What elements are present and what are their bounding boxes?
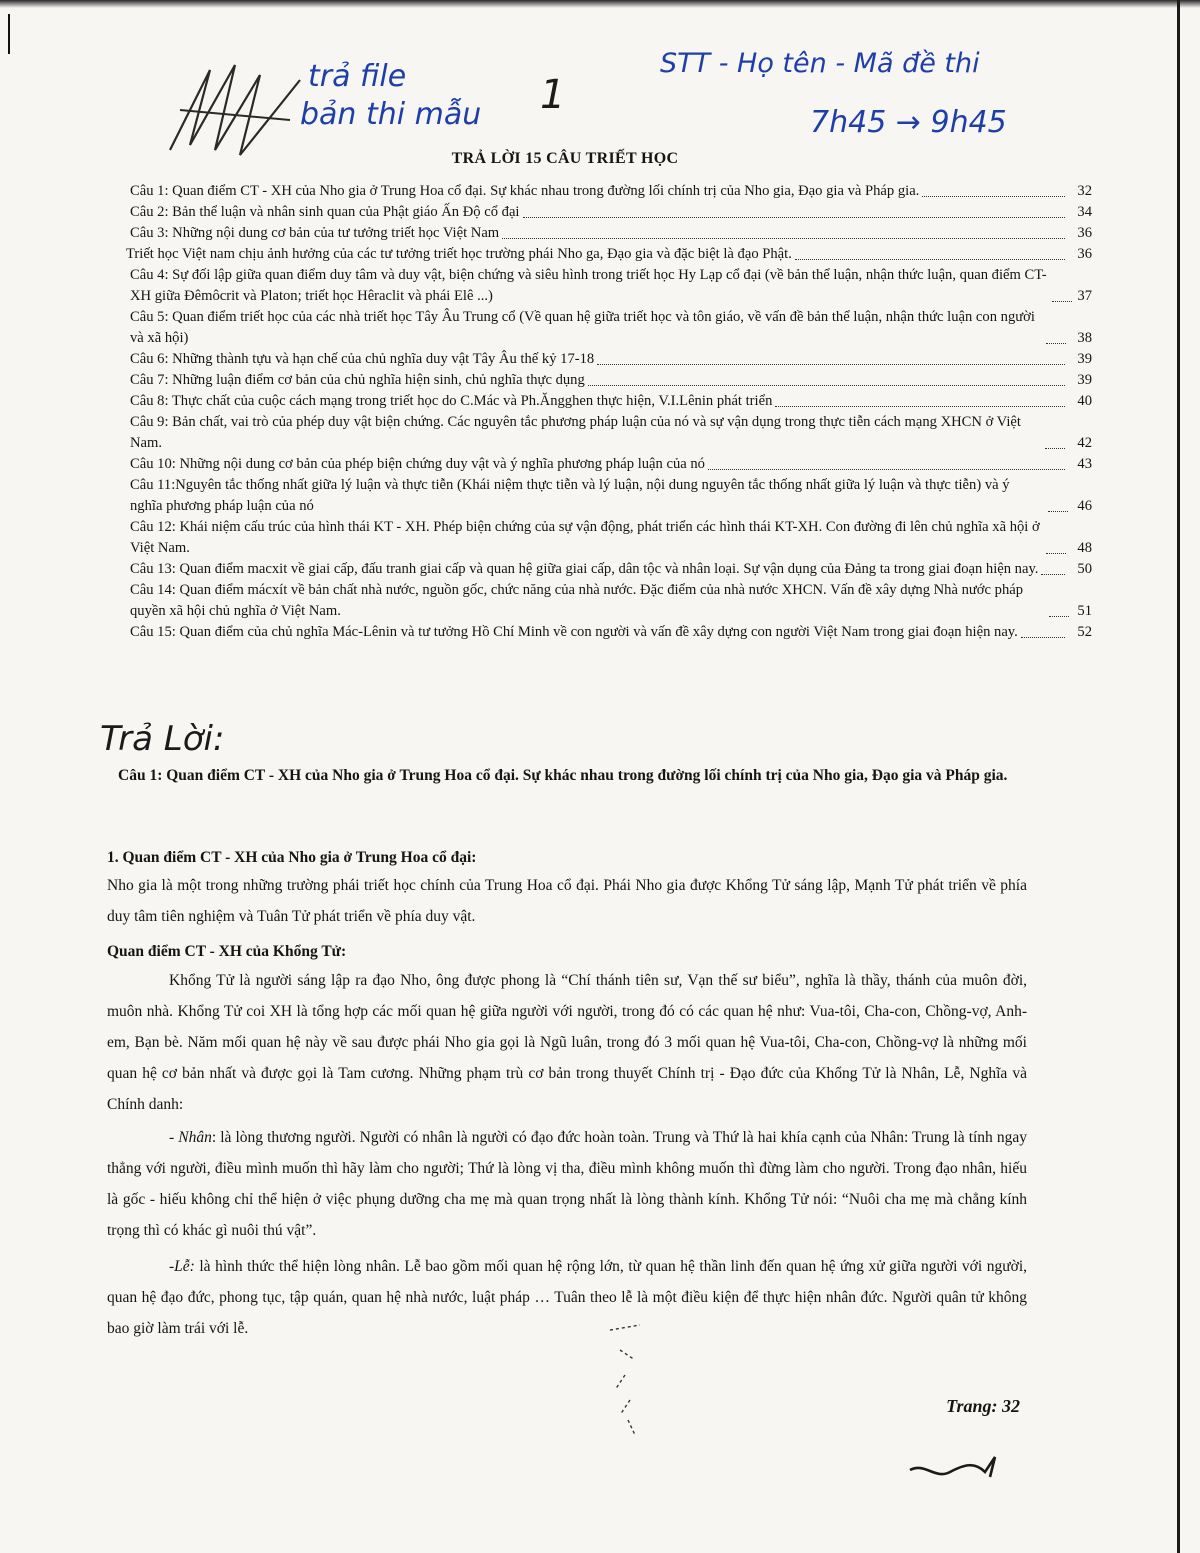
toc-entry-13[interactable]: Câu 13: Quan điểm macxit về giai cấp, đấu tranh giai cấp và quan hệ giữa giai cấp, dân tộc và nhân loại. Sự vận dụng của Đảng ta trong giai đoạn hiện nay. 50 [130, 561, 1092, 577]
handwritten-time-note: 7h45 → 9h45 [810, 105, 1007, 140]
toc-entry-8[interactable]: Câu 8: Thực chất của cuộc cách mạng trong triết học do C.Mác và Ph.Ăngghen thực hiện, V.I.Lênin phát triển 40 [130, 393, 1092, 409]
toc-entry-6[interactable]: Câu 6: Những thành tựu và hạn chế của chủ nghĩa duy vật Tây Âu thế kỷ 17-18 39 [130, 351, 1092, 367]
scan-edge-right [1177, 0, 1180, 1553]
handwritten-scribble-icon [150, 50, 320, 160]
le-term: -Lễ: [169, 1258, 195, 1275]
pen-mark-icon [600, 1320, 660, 1440]
le-paragraph [107, 1251, 1027, 1344]
toc-entry-2[interactable]: Câu 2: Bản thể luận và nhân sinh quan của Phật giáo Ấn Độ cổ đại 34 [130, 204, 1092, 220]
page-footer: Trang: 32 [946, 1396, 1020, 1416]
khongtu-paragraph: Khổng Tử là người sáng lập ra đạo Nho, ông được phong là “Chí thánh tiên sư, Vạn thế sư biểu”, nghĩa là thầy, thánh của muôn đời, muôn nhà. Khổng Tử coi XH là tổng hợp các mối quan hệ giữa người với người, trong đó có các quan hệ như: Vua-tôi, Cha-con, Chồng-vợ, Anh-em, Bạn bè. Năm mối quan hệ này về sau được phái Nho gia gọi là Ngũ luân, trong đó 3 mối quan hệ Vua-tôi, Cha-con, Chồng-vợ là những mối quan hệ cơ bản nhất và được gọi là Tam cương. Những phạm trù cơ bản trong thuyết Chính trị - Đạo đức của Khổng Tử là Nhân, Lễ, Nghĩa và Chính danh: [107, 972, 1027, 1113]
toc-entry-11[interactable]: Câu 11:Nguyên tắc thống nhất giữa lý luận và thực tiễn (Khái niệm thực tiễn và lý luận, nội dung nguyên tắc thống nhất giữa lý luận và thực tiễn) và ý nghĩa phương pháp luận của nó 46 [130, 477, 1092, 514]
table-of-contents [126, 181, 1092, 643]
signature-icon [905, 1452, 1000, 1487]
le-text: là hình thức thể hiện lòng nhân. Lễ bao gồm mối quan hệ rộng lớn, từ quan hệ thần linh đến quan hệ ứng xử giữa người với người, quan hệ đạo đức, phong tục, tập quán, quan hệ nhà nước, luật pháp … Tuân theo lễ là một điều kiện để thực hiện nhân đức. Người quân tử không bao giờ làm trái với lễ. [107, 1258, 1027, 1337]
toc-entry-14[interactable]: Câu 14: Quan điểm mácxít về bản chất nhà nước, nguồn gốc, chức năng của nhà nước. Đặc điểm của nhà nước XHCN. Vấn đề xây dựng Nhà nước pháp quyền xã hội chủ nghĩa ở Việt Nam. 51 [130, 582, 1092, 619]
answer-question-heading: Câu 1: Quan điểm CT - XH của Nho gia ở Trung Hoa cổ đại. Sự khác nhau trong đường lối chính trị của Nho gia, Đạo gia và Pháp gia. [118, 767, 1008, 784]
toc-entry-4[interactable]: Câu 4: Sự đối lập giữa quan điểm duy tâm và duy vật, biện chứng và siêu hình trong triết học Hy Lạp cổ đại (về bản thể luận, nhận thức luận, quan điểm CT-XH giữa Đêmôcrit và Platon; triết học Hêraclit và phái Elê ...) 37 [130, 267, 1092, 304]
handwritten-note-line2: bản thi mẫu [300, 97, 482, 132]
nhan-paragraph [107, 1122, 1027, 1246]
toc-entry-9[interactable]: Câu 9: Bản chất, vai trò của phép duy vật biện chứng. Các nguyên tắc phương pháp luận của nó và sự vận dụng trong thực tiễn cách mạng XHCN ở Việt Nam. 42 [130, 414, 1092, 451]
handwritten-note-line1: trả file [308, 59, 407, 94]
toc-entry-5[interactable]: Câu 5: Quan điểm triết học của các nhà triết học Tây Âu Trung cổ (Về quan hệ giữa triết học và tôn giáo, về vấn đề bản thể luận, nhận thức luận con người và xã hội) 38 [130, 309, 1092, 346]
section-paragraph: Nho gia là một trong những trường phái triết học chính của Trung Hoa cổ đại. Phái Nho gia được Khổng Tử sáng lập, Mạnh Tử phát triển về phía duy tâm tiên nghiệm và Tuân Tử phát triển về phía duy vật. [107, 877, 1027, 925]
toc-entry-12[interactable]: Câu 12: Khái niệm cấu trúc của hình thái KT - XH. Phép biện chứng của sự vận động, phát triển các hình thái KT-XH. Con đường đi lên chủ nghĩa xã hội ở Việt Nam. 48 [130, 519, 1092, 556]
section-heading: 1. Quan điểm CT - XH của Nho gia ở Trung Hoa cổ đại: [107, 849, 477, 866]
nhan-text: : là lòng thương người. Người có nhân là người có đạo đức hoàn toàn. Trung và Thứ là hai khía cạnh của Nhân: Trung là tính ngay thẳng với người, điều mình muốn thì hãy làm cho người; Thứ là lòng vị tha, điều mình không muốn thì đừng làm cho người. Trong đạo nhân, hiếu là gốc - hiếu không chỉ thể hiện ở việc phụng dưỡng cha mẹ mà quan trọng nhất là lòng thành kính. Khổng Tử nói: “Nuôi cha mẹ mà chẳng kính trọng thì có khác gì nuôi thú vật”. [107, 1129, 1028, 1239]
toc-entry-10[interactable]: Câu 10: Những nội dung cơ bản của phép biện chứng duy vật và ý nghĩa phương pháp luận của nó 43 [130, 456, 1092, 472]
handwritten-header-note: STT - Họ tên - Mã đề thi [660, 48, 980, 79]
toc-entry-15[interactable]: Câu 15: Quan điểm của chủ nghĩa Mác-Lênin và tư tưởng Hồ Chí Minh về con người và vấn đề xây dựng con người Việt Nam trong giai đoạn hiện nay. 52 [130, 624, 1092, 640]
toc-entry-1[interactable]: Câu 1: Quan điểm CT - XH của Nho gia ở Trung Hoa cổ đại. Sự khác nhau trong đường lối chính trị của Nho gia, Đạo gia và Pháp gia. 32 [130, 183, 1092, 199]
scan-edge-top [0, 0, 1200, 8]
scan-edge-left [8, 14, 10, 54]
subsection-heading: Quan điểm CT - XH của Khổng Tử: [107, 943, 347, 960]
document-title: TRẢ LỜI 15 CÂU TRIẾT HỌC [451, 150, 679, 167]
toc-entry-7[interactable]: Câu 7: Những luận điểm cơ bản của chủ nghĩa hiện sinh, chủ nghĩa thực dụng 39 [130, 372, 1092, 388]
toc-entry-3[interactable]: Câu 3: Những nội dung cơ bản của tư tưởng triết học Việt Nam 36 [130, 225, 1092, 241]
toc-entry-3-note[interactable]: Triết học Việt nam chịu ảnh hưởng của các tư tưởng triết học trường phái Nho ga, Đạo gia và đặc biệt là đạo Phật. 36 [126, 246, 1092, 262]
nhan-term: - Nhân [169, 1129, 212, 1146]
handwritten-answer-label: Trả Lời: [100, 719, 225, 759]
handwritten-page-mark: 1 [540, 72, 566, 118]
